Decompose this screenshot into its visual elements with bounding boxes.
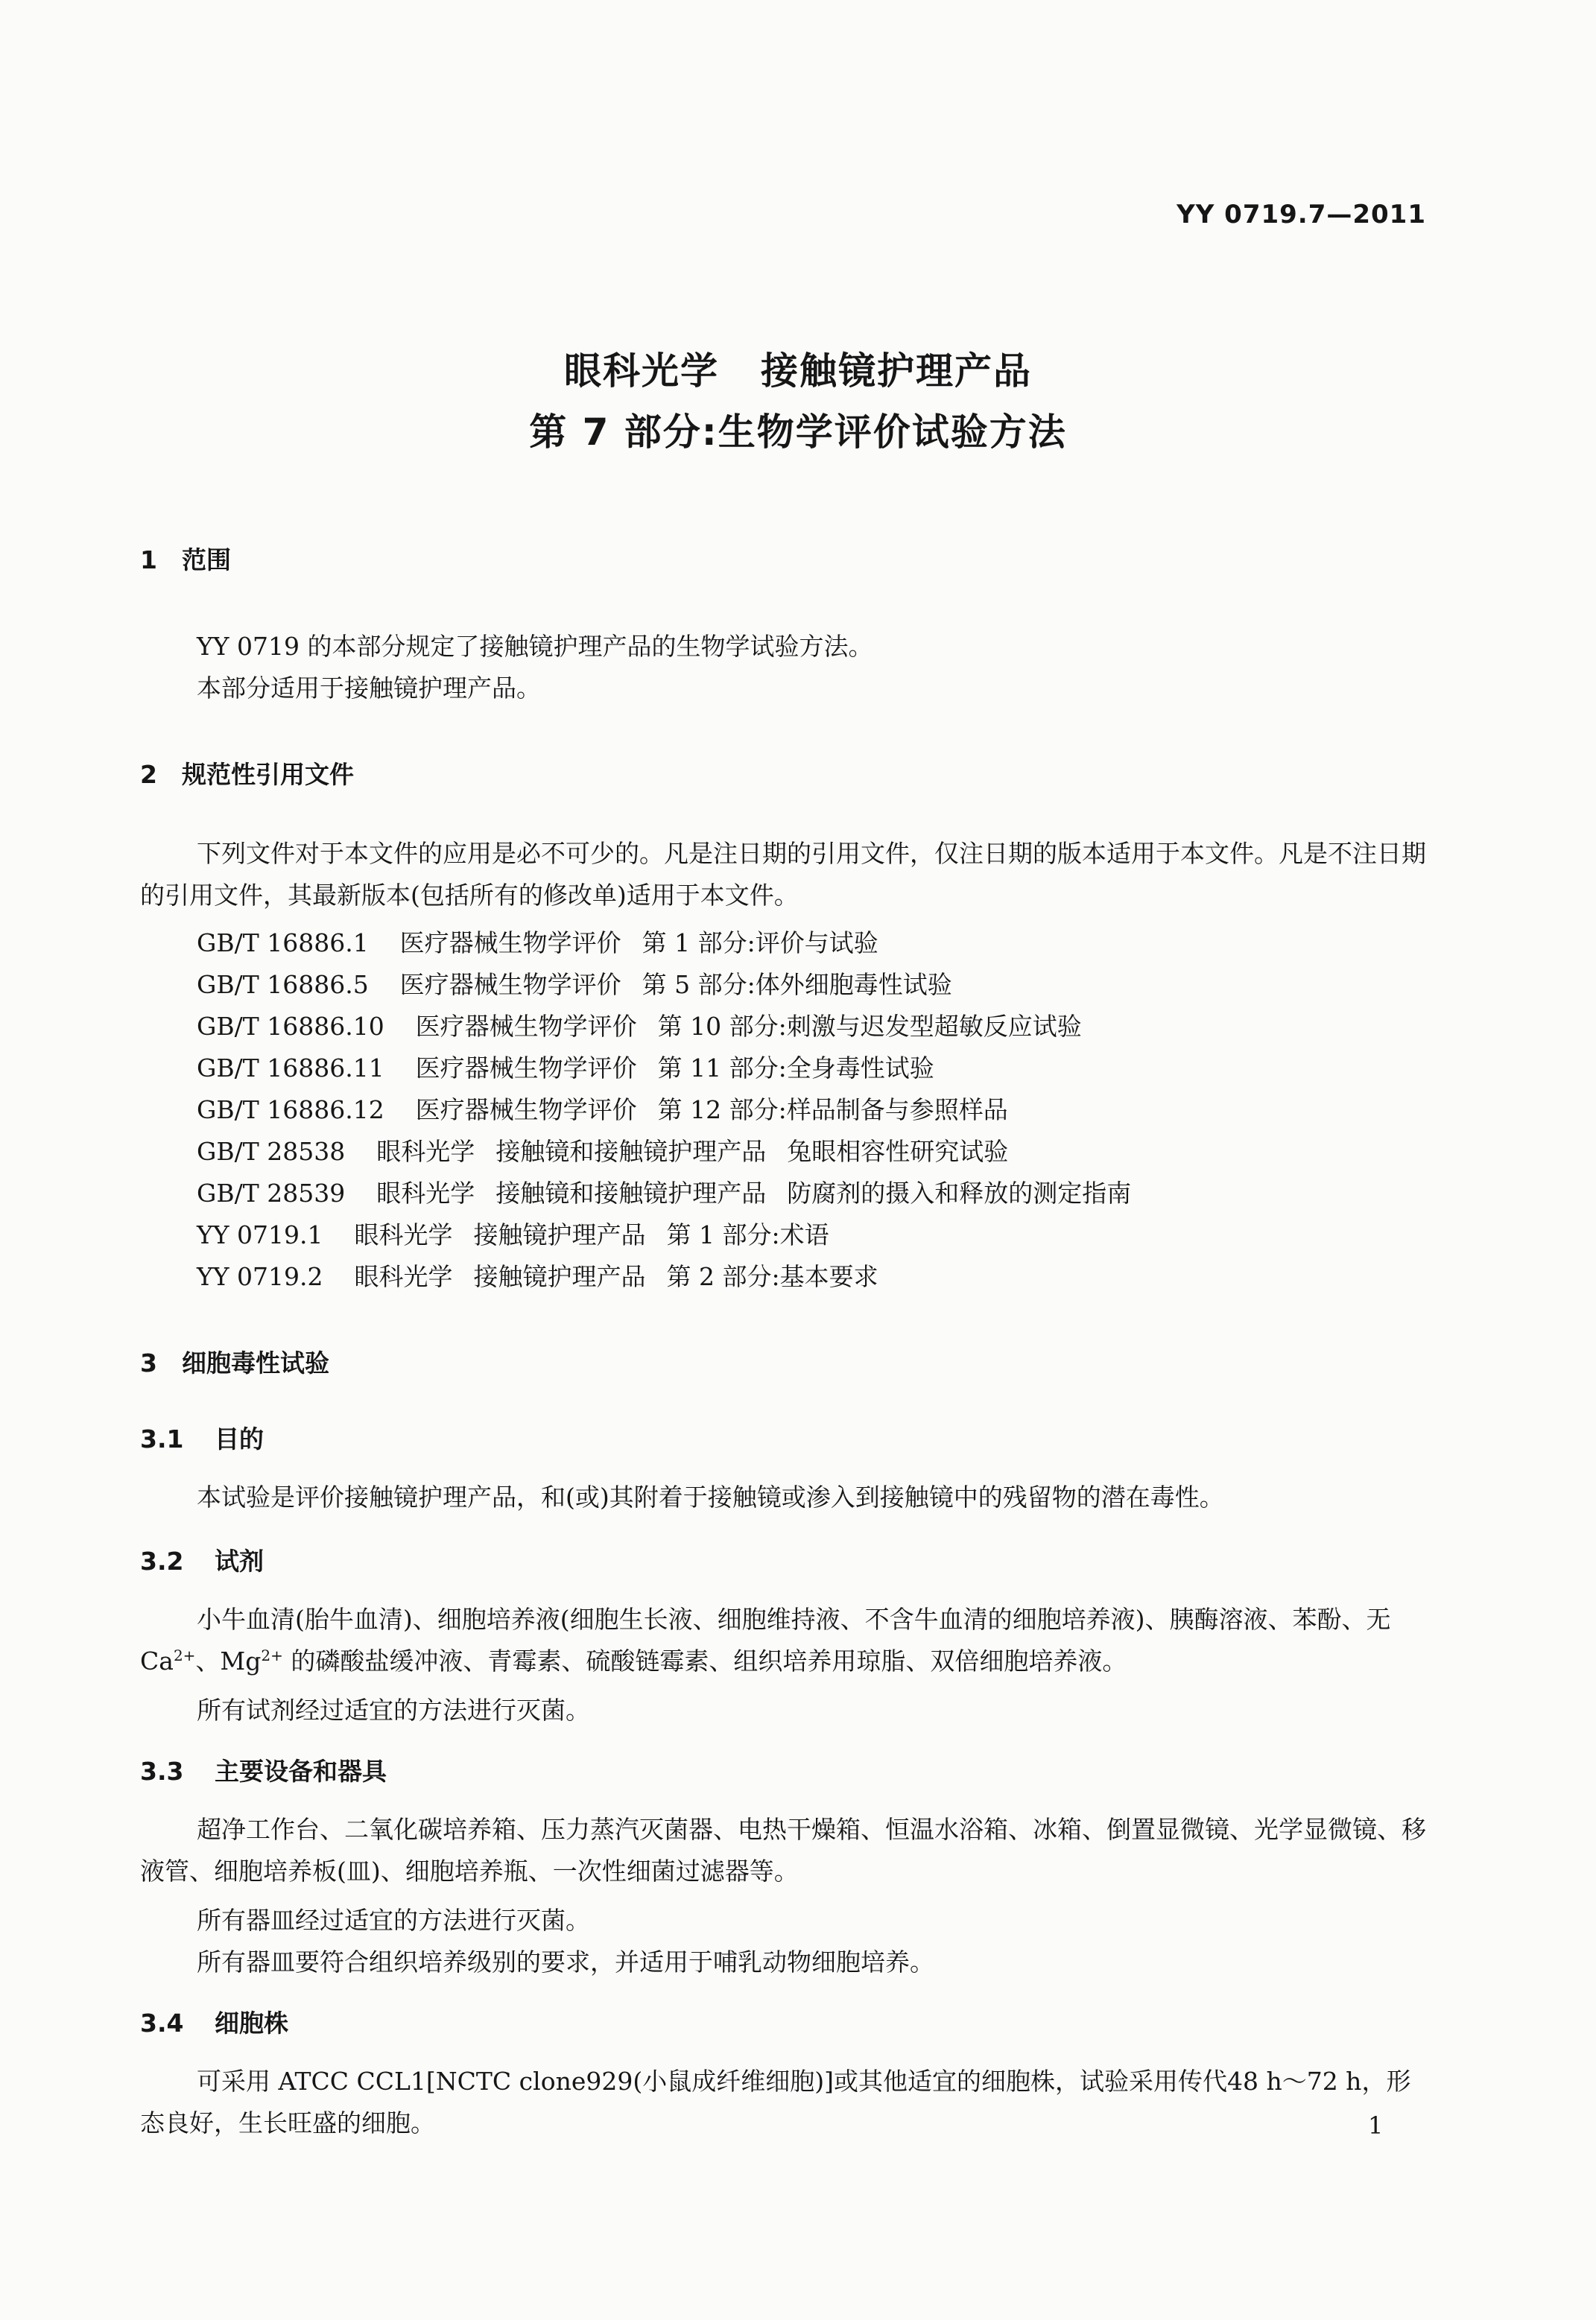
section-2-heading: 2 规范性引用文件	[140, 760, 354, 789]
reference-item: GB/T 16886.12 医疗器械生物学评价 第 12 部分:样品制备与参照样品	[197, 1095, 1008, 1124]
reference-item: GB/T 16886.10 医疗器械生物学评价 第 10 部分:刺激与迟发型超敏反应试验	[197, 1012, 1082, 1041]
section-1-heading: 1 范围	[140, 545, 231, 574]
title-line-2: 第 7 部分:生物学评价试验方法	[529, 411, 1067, 454]
reference-item: GB/T 16886.1 医疗器械生物学评价 第 1 部分:评价与试验	[197, 928, 878, 957]
title-part-a: 眼科光学	[564, 349, 719, 393]
page-number: 1	[1368, 2111, 1384, 2140]
section-3-2-para-2: 所有试剂经过适宜的方法进行灭菌。	[197, 1696, 590, 1725]
title-part-b: 接触镜护理产品	[761, 349, 1032, 393]
reference-item: YY 0719.2 眼科光学 接触镜护理产品 第 2 部分:基本要求	[197, 1262, 878, 1291]
reference-item: YY 0719.1 眼科光学 接触镜护理产品 第 1 部分:术语	[197, 1220, 829, 1249]
section-3-4-para: 可采用 ATCC CCL1[NCTC clone929(小鼠成纤维细胞)]或其他适宜的细胞株，试验采用传代48 h～72 h，形态良好，生长旺盛的细胞。	[140, 2067, 1411, 2137]
section-2-intro: 下列文件对于本文件的应用是必不可少的。凡是注日期的引用文件，仅注日期的版本适用于本文件。凡是不注日期的引用文件，其最新版本(包括所有的修改单)适用于本文件。	[140, 839, 1426, 910]
title-line-1	[0, 341, 1596, 395]
section-3-1-para: 本试验是评价接触镜护理产品，和(或)其附着于接触镜或渗入到接触镜中的残留物的潜在毒性。	[197, 1483, 1224, 1512]
section-1-para-2: 本部分适用于接触镜护理产品。	[197, 674, 541, 703]
document-code: YY 0719.7—2011	[1177, 200, 1426, 229]
section-3-heading: 3 细胞毒性试验	[140, 1348, 329, 1378]
section-3-2-para: 小牛血清(胎牛血清)、细胞培养液(细胞生长液、细胞维持液、不含牛血清的细胞培养液)、胰酶溶液、苯酚、无 $Ca^{2+}$、$Mg^{2+}$ 的磷酸盐缓冲液、青霉素、硫酸链霉素、组织培养用琼脂、双倍细胞培养液。	[140, 1605, 1391, 1676]
reference-item: GB/T 28539 眼科光学 接触镜和接触镜护理产品 防腐剂的摄入和释放的测定指南	[197, 1179, 1132, 1208]
section-3-3-heading: 3.3 主要设备和器具	[140, 1757, 387, 1786]
section-3-3-para-2: 所有器皿经过适宜的方法进行灭菌。	[197, 1906, 590, 1935]
section-3-3-para-3: 所有器皿要符合组织培养级别的要求，并适用于哺乳动物细胞培养。	[197, 1947, 934, 1977]
reference-item: GB/T 16886.11 医疗器械生物学评价 第 11 部分:全身毒性试验	[197, 1053, 934, 1083]
reference-item: GB/T 28538 眼科光学 接触镜和接触镜护理产品 兔眼相容性研究试验	[197, 1137, 1009, 1166]
reference-item: GB/T 16886.5 医疗器械生物学评价 第 5 部分:体外细胞毒性试验	[197, 970, 952, 999]
section-3-4-heading: 3.4 细胞株	[140, 2009, 288, 2038]
section-3-3-para: 超净工作台、二氧化碳培养箱、压力蒸汽灭菌器、电热干燥箱、恒温水浴箱、冰箱、倒置显微镜、光学显微镜、移液管、细胞培养板(皿)、细胞培养瓶、一次性细菌过滤器等。	[140, 1815, 1426, 1886]
section-3-1-heading: 3.1 目的	[140, 1424, 264, 1454]
section-3-2-heading: 3.2 试剂	[140, 1547, 264, 1576]
section-1-para-1: YY 0719 的本部分规定了接触镜护理产品的生物学试验方法。	[197, 632, 873, 661]
